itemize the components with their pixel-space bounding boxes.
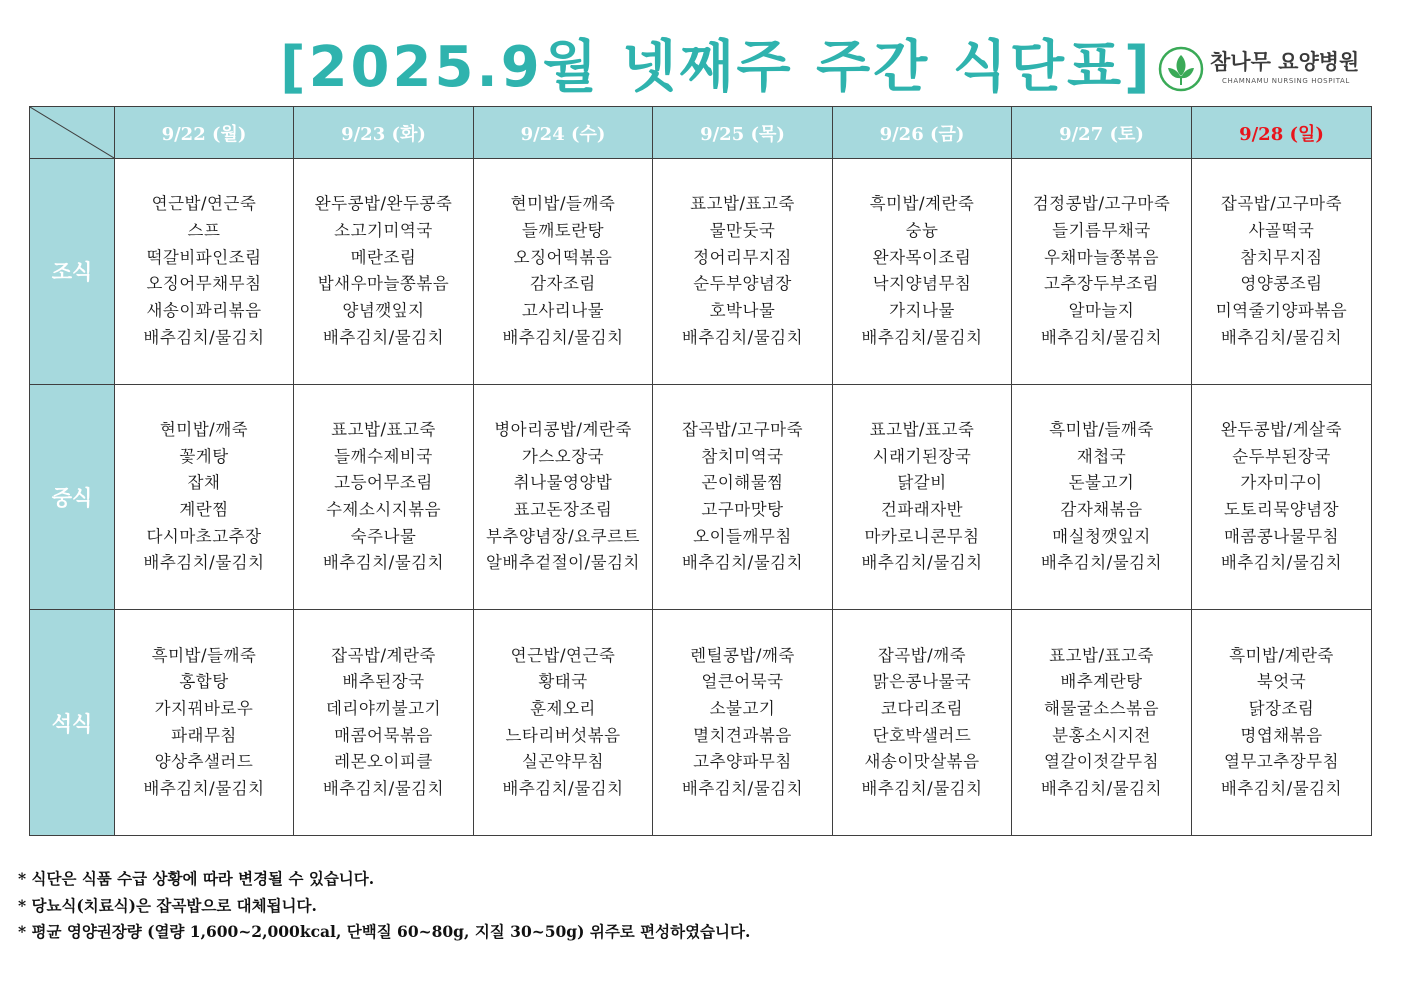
dish-item: 곤이해물찜 xyxy=(701,473,784,493)
menu-cell xyxy=(1192,610,1372,836)
dish-item: 병아리콩밥/계란죽 xyxy=(494,419,632,439)
dish-item: 표고돈장조림 xyxy=(513,499,613,519)
dish-item: 북엇국 xyxy=(1256,672,1307,692)
dish-item: 들깨수제비국 xyxy=(334,446,433,466)
menu-cell xyxy=(833,610,1012,836)
dish-item: 잡채 xyxy=(187,473,221,493)
dish-item: 참치미역국 xyxy=(701,446,784,466)
day-header-thu: 9/25 (목) xyxy=(653,107,833,159)
dish-item: 표고밥/표고죽 xyxy=(331,419,436,439)
dish-item: 배추김치/물김치 xyxy=(322,553,445,573)
dish-item: 도토리묵양념장 xyxy=(1223,499,1340,519)
header-row xyxy=(30,107,1372,159)
dish-item: 미역줄기양파볶음 xyxy=(1215,301,1348,321)
dish-item: 스프 xyxy=(187,220,221,240)
dish-item: 실곤약무침 xyxy=(521,752,605,772)
dish-item: 알배추겉절이/물김치 xyxy=(485,553,640,573)
dish-item: 열무고추장무침 xyxy=(1223,752,1340,772)
dish-item: 표고밥/표고죽 xyxy=(1049,645,1154,665)
dish-item: 정어리무지짐 xyxy=(693,247,792,267)
dish-item: 부추양념장/요쿠르트 xyxy=(485,526,640,546)
dish-item: 다시마초고추장 xyxy=(146,526,262,546)
dish-item: 홍합탕 xyxy=(179,672,229,692)
dish-item: 사골떡국 xyxy=(1248,220,1315,240)
day-header-sat: 9/27 (토) xyxy=(1012,107,1192,159)
dish-item: 닭장조림 xyxy=(1248,698,1315,718)
dish-item: 배추김치/물김치 xyxy=(502,779,624,799)
dish-item: 검정콩밥/고구마죽 xyxy=(1032,194,1171,214)
dish-item: 맑은콩나물국 xyxy=(872,672,972,692)
logo-name: 참나무 요양병원 xyxy=(1210,50,1360,74)
meal-label-dinner: 석식 xyxy=(30,610,115,836)
dish-item: 순두부양념장 xyxy=(693,274,792,294)
dish-item: 고추양파무침 xyxy=(693,752,792,772)
dish-item: 분홍소시지전 xyxy=(1052,725,1151,745)
menu-cell xyxy=(653,159,833,385)
meal-label-breakfast: 조식 xyxy=(30,159,115,385)
dish-item: 꽃게탕 xyxy=(179,446,229,466)
menu-cell xyxy=(1012,610,1192,836)
dish-item: 잡곡밥/계란죽 xyxy=(331,645,436,665)
dish-item: 배추김치/물김치 xyxy=(143,327,265,347)
dish-item: 가스오장국 xyxy=(521,446,605,466)
dish-item: 얼큰어묵국 xyxy=(701,672,784,692)
dish-item: 새송이맛살볶음 xyxy=(864,752,980,772)
menu-cell xyxy=(115,159,294,385)
dish-item: 고사리나물 xyxy=(521,301,605,321)
dish-item: 떡갈비파인조림 xyxy=(146,247,262,267)
menu-cell xyxy=(474,610,653,836)
dish-item: 표고밥/표고죽 xyxy=(869,419,975,439)
dish-item: 완두콩밥/게살죽 xyxy=(1220,419,1343,439)
dish-item: 숭늉 xyxy=(905,220,939,240)
dish-item: 가자미구이 xyxy=(1240,473,1323,493)
menu-cell xyxy=(294,384,474,610)
dish-item: 흑미밥/계란죽 xyxy=(1229,645,1334,665)
day-header-tue: 9/23 (화) xyxy=(294,107,474,159)
menu-cell xyxy=(1192,159,1372,385)
dish-item: 계란찜 xyxy=(179,499,229,519)
dish-item: 배추김치/물김치 xyxy=(322,327,445,347)
dish-item: 배추김치/물김치 xyxy=(143,779,265,799)
dish-item: 명엽채볶음 xyxy=(1240,725,1323,745)
note-nutrition: * 평균 영양권장량 (열량 1,600~2,000kcal, 단백질 60~80g, 지질 30~50g) 위주로 편성하였습니다. xyxy=(18,922,751,941)
dish-item: 흑미밥/들깨죽 xyxy=(151,645,257,665)
dish-item: 완자목이조림 xyxy=(872,247,972,267)
dish-item: 매콤콩나물무침 xyxy=(1223,526,1340,546)
menu-cell xyxy=(833,159,1012,385)
dish-item: 배추김치/물김치 xyxy=(1220,779,1343,799)
menu-cell xyxy=(833,384,1012,610)
dish-item: 낙지양념무침 xyxy=(872,274,972,294)
menu-cell xyxy=(1012,384,1192,610)
dish-item: 배추김치/물김치 xyxy=(1220,327,1343,347)
dish-item: 잡곡밥/고구마죽 xyxy=(1220,194,1343,214)
dish-item: 황태국 xyxy=(538,672,588,692)
dish-item: 알마늘지 xyxy=(1068,301,1135,321)
dish-item: 들기름무채국 xyxy=(1052,220,1151,240)
dish-item: 감자채볶음 xyxy=(1060,499,1143,519)
dish-item: 데리야끼불고기 xyxy=(325,698,442,718)
corner-cell xyxy=(30,107,115,159)
dish-item: 돈불고기 xyxy=(1068,473,1135,493)
dish-item: 고추장두부조림 xyxy=(1043,274,1160,294)
dish-item: 연근밥/연근죽 xyxy=(151,194,257,214)
dish-item: 배추김치/물김치 xyxy=(681,553,804,573)
dish-item: 재첩국 xyxy=(1076,446,1127,466)
dish-item: 취나물영양밥 xyxy=(513,473,613,493)
dish-item: 닭갈비 xyxy=(897,473,947,493)
dish-item: 배추김치/물김치 xyxy=(1040,327,1163,347)
dish-item: 배추김치/물김치 xyxy=(143,553,265,573)
menu-cell xyxy=(1192,384,1372,610)
menu-cell xyxy=(474,159,653,385)
dish-item: 감자조림 xyxy=(530,274,596,294)
dish-item: 배추된장국 xyxy=(342,672,425,692)
menu-cell xyxy=(653,610,833,836)
day-header-wed: 9/24 (수) xyxy=(474,107,653,159)
dish-item: 마카로니콘무침 xyxy=(864,526,980,546)
day-header-mon: 9/22 (월) xyxy=(115,107,294,159)
dish-item: 흑미밥/계란죽 xyxy=(869,194,975,214)
breakfast-row xyxy=(30,159,1372,385)
hospital-logo xyxy=(1158,44,1368,92)
menu-cell xyxy=(294,159,474,385)
dish-item: 우채마늘쫑볶음 xyxy=(1043,247,1160,267)
dish-item: 메란조림 xyxy=(350,247,417,267)
dish-item: 소불고기 xyxy=(709,698,776,718)
dish-item: 잡곡밥/고구마죽 xyxy=(681,419,804,439)
dish-item: 숙주나물 xyxy=(350,526,417,546)
dish-item: 밥새우마늘쫑볶음 xyxy=(317,274,450,294)
dish-item: 고구마맛탕 xyxy=(701,499,784,519)
dish-item: 배추계란탕 xyxy=(1060,672,1143,692)
dish-item: 소고기미역국 xyxy=(334,220,433,240)
leaf-emblem-icon xyxy=(1158,46,1204,92)
dish-item: 배추김치/물김치 xyxy=(1040,553,1163,573)
weekly-menu-table xyxy=(29,106,1372,836)
dish-item: 느타리버섯볶음 xyxy=(505,725,621,745)
dish-item: 배추김치/물김치 xyxy=(861,327,983,347)
dish-item: 열갈이젓갈무침 xyxy=(1043,752,1160,772)
dish-item: 참치무지짐 xyxy=(1240,247,1323,267)
dish-item: 배추김치/물김치 xyxy=(861,553,983,573)
dish-item: 코다리조림 xyxy=(880,698,964,718)
dish-item: 렌틸콩밥/깨죽 xyxy=(690,645,795,665)
dish-item: 고등어무조림 xyxy=(334,473,433,493)
dish-item: 배추김치/물김치 xyxy=(1040,779,1163,799)
dish-item: 현미밥/들깨죽 xyxy=(510,194,616,214)
dish-item: 멸치견과볶음 xyxy=(693,725,792,745)
dish-item: 오징어무채무침 xyxy=(146,274,262,294)
dish-item: 들깨토란탕 xyxy=(521,220,605,240)
dish-item: 단호박샐러드 xyxy=(872,725,972,745)
menu-cell xyxy=(294,610,474,836)
lunch-row xyxy=(30,384,1372,610)
dish-item: 잡곡밥/깨죽 xyxy=(877,645,967,665)
dish-item: 오징어떡볶음 xyxy=(513,247,613,267)
dish-item: 시래기된장국 xyxy=(872,446,972,466)
dish-item: 배추김치/물김치 xyxy=(681,779,804,799)
page-title: [2025.9월 넷째주 주간 식단표] xyxy=(280,35,1153,100)
dish-item: 가지나물 xyxy=(889,301,955,321)
dish-item: 해물굴소스볶음 xyxy=(1043,698,1160,718)
menu-cell xyxy=(474,384,653,610)
dish-item: 매콤어묵볶음 xyxy=(334,725,433,745)
dish-item: 레몬오이피클 xyxy=(334,752,433,772)
dish-item: 영양콩조림 xyxy=(1240,274,1323,294)
dish-item: 수제소시지볶음 xyxy=(325,499,442,519)
dish-item: 오이들깨무침 xyxy=(693,526,792,546)
dish-item: 호박나물 xyxy=(709,301,776,321)
dish-item: 배추김치/물김치 xyxy=(861,779,983,799)
dish-item: 새송이꽈리볶음 xyxy=(146,301,262,321)
dish-item: 흑미밥/들깨죽 xyxy=(1049,419,1154,439)
menu-cell xyxy=(1012,159,1192,385)
menu-cell xyxy=(653,384,833,610)
note-diabetes: * 당뇨식(치료식)은 잡곡밥으로 대체됩니다. xyxy=(18,895,317,915)
dish-item: 현미밥/깨죽 xyxy=(159,419,249,439)
dish-item: 완두콩밥/완두콩죽 xyxy=(314,194,453,214)
dish-item: 가지꿔바로우 xyxy=(154,698,254,718)
meal-label-lunch: 중식 xyxy=(30,384,115,610)
note-substitution: * 식단은 식품 수급 상황에 따라 변경될 수 있습니다. xyxy=(18,869,375,888)
day-header-fri: 9/26 (금) xyxy=(833,107,1012,159)
dish-item: 배추김치/물김치 xyxy=(322,779,445,799)
dish-item: 배추김치/물김치 xyxy=(502,327,624,347)
logo-subtitle: CHAMNAMU NURSING HOSPITAL xyxy=(1222,77,1350,85)
dish-item: 순두부된장국 xyxy=(1232,446,1331,466)
notes xyxy=(18,866,1018,946)
dish-item: 훈제오리 xyxy=(530,698,596,718)
dish-item: 배추김치/물김치 xyxy=(681,327,804,347)
dish-item: 배추김치/물김치 xyxy=(1220,553,1343,573)
dish-item: 양상추샐러드 xyxy=(154,752,254,772)
dish-item: 건파래자반 xyxy=(880,499,964,519)
menu-cell xyxy=(115,610,294,836)
dinner-row xyxy=(30,610,1372,836)
dish-item: 매실청깻잎지 xyxy=(1052,526,1151,546)
dish-item: 표고밥/표고죽 xyxy=(690,194,795,214)
dish-item: 파래무침 xyxy=(171,725,237,745)
menu-cell xyxy=(115,384,294,610)
day-header-sun: 9/28 (일) xyxy=(1192,107,1372,159)
dish-item: 연근밥/연근죽 xyxy=(510,645,616,665)
dish-item: 양념깻잎지 xyxy=(342,301,425,321)
dish-item: 물만둣국 xyxy=(709,220,776,240)
